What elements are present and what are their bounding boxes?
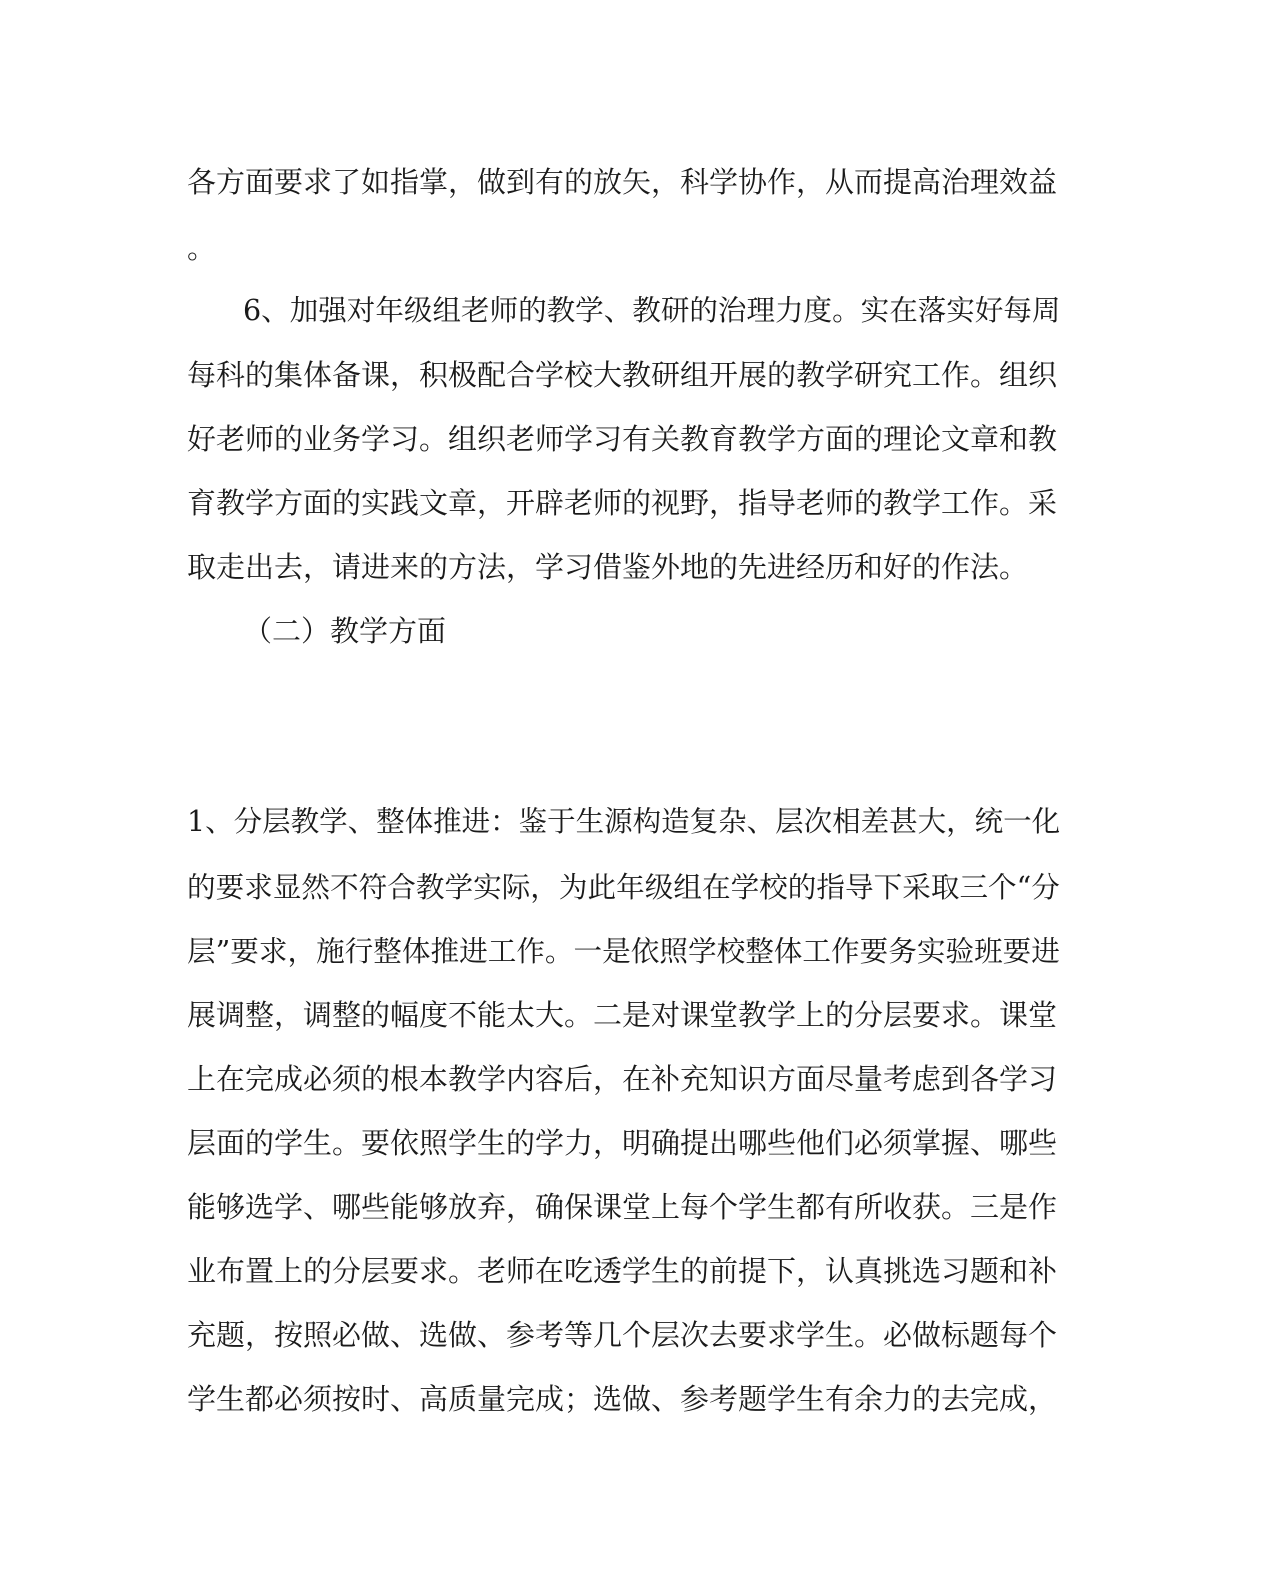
paragraph-line: 1、分层教学、整体推进：鉴于生源构造复杂、层次相差甚大，统一化 xyxy=(187,805,1061,838)
paragraph-line: 育教学方面的实践文章，开辟老师的视野，指导老师的教学工作。采 xyxy=(187,486,1058,520)
paragraph-line: 层”要求，施行整体推进工作。一是依照学校整体工作要务实验班要进 xyxy=(187,934,1060,968)
paragraph-line: 上在完成必须的根本教学内容后，在补充知识方面尽量考虑到各学习 xyxy=(187,1062,1058,1096)
paragraph-line: 各方面要求了如指掌，做到有的放矢，科学协作，从而提高治理效益 xyxy=(187,165,1058,199)
paragraph-line: 6、加强对年级组老师的教学、教研的治理力度。实在落实好每周 xyxy=(243,293,1061,327)
paragraph-line: 。 xyxy=(187,231,217,265)
paragraph-line: 每科的集体备课，积极配合学校大教研组开展的教学研究工作。组织 xyxy=(187,358,1058,392)
paragraph-line: 的要求显然不符合教学实际，为此年级组在学校的指导下采取三个“分 xyxy=(187,870,1060,904)
paragraph-line: 层面的学生。要依照学生的学力，明确提出哪些他们必须掌握、哪些 xyxy=(187,1126,1058,1160)
paragraph-line: 好老师的业务学习。组织老师学习有关教育教学方面的理论文章和教 xyxy=(187,422,1058,456)
paragraph-line: 能够选学、哪些能够放弃，确保课堂上每个学生都有所收获。三是作 xyxy=(187,1190,1058,1224)
paragraph-line: 业布置上的分层要求。老师在吃透学生的前提下，认真挑选习题和补 xyxy=(187,1254,1058,1288)
paragraph-line: 取走出去，请进来的方法，学习借鉴外地的先进经历和好的作法。 xyxy=(187,550,1029,584)
paragraph-line: 展调整，调整的幅度不能太大。二是对课堂教学上的分层要求。课堂 xyxy=(187,998,1058,1032)
paragraph-line: 充题，按照必做、选做、参考等几个层次去要求学生。必做标题每个 xyxy=(187,1318,1058,1352)
section-heading: （二）教学方面 xyxy=(243,614,447,648)
paragraph-line: 学生都必须按时、高质量完成；选做、参考题学生有余力的去完成， xyxy=(187,1382,1058,1416)
